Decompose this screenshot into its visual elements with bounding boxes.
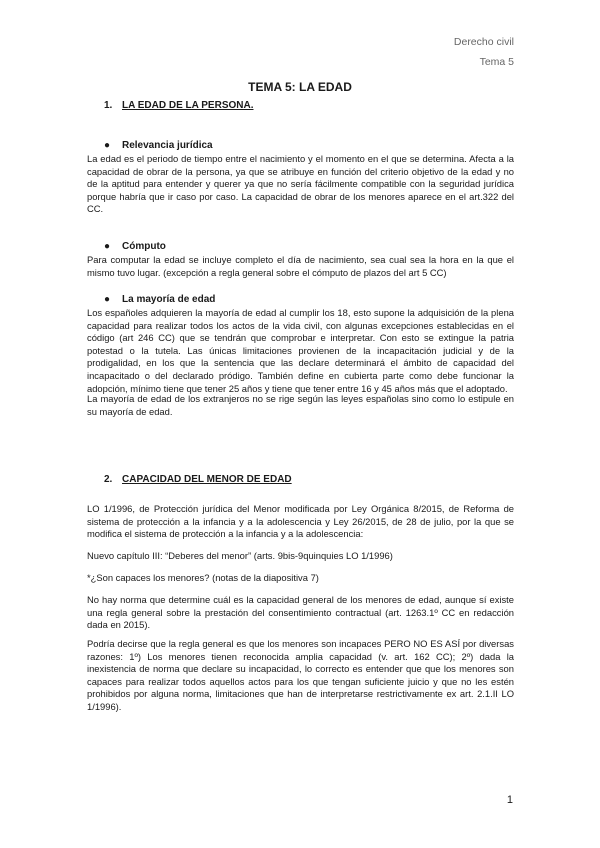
paragraph-son-capaces: *¿Son capaces los menores? (notas de la diapositiva 7) (87, 572, 319, 583)
page-number: 1 (506, 794, 513, 806)
bullet-heading: Cómputo (122, 241, 166, 252)
bullet-heading: Relevancia jurídica (122, 140, 213, 151)
bullet-mayoria (104, 294, 215, 305)
section-1-title: LA EDAD DE LA PERSONA. (122, 100, 254, 111)
paragraph-computo: Para computar la edad se incluye completo el día de nacimiento, sea cual sea la hora en la que el mismo tuvo lugar. (excepción a regla general sobre el cómputo de plazos del art 5 CC) (87, 254, 514, 278)
paragraph-extranjeros: La mayoría de edad de los extranjeros no se rige según las leyes españolas sino como lo estipule en su mayoría de edad. (87, 393, 514, 417)
paragraph-no-hay-norma: No hay norma que determine cuál es la capacidad general de los menores de edad, aunque sí existe una regla general sobre la prestación del consentimiento contractual (art. 1263.1º CC en redacción dada en 2015). (87, 594, 514, 631)
bullet-heading: La mayoría de edad (122, 294, 216, 305)
paragraph-lo-1996: LO 1/1996, de Protección jurídica del Menor modificada por Ley Orgánica 8/2015, de Reforma de sistema de protección a la infancia y a la adolescencia y Ley 26/2015, de 28 de julio, por la que se modifica el sistema de protección a la infancia y a la adolescencia: (87, 503, 514, 540)
document-title: TEMA 5: LA EDAD (248, 80, 352, 94)
bullet-dot-icon: ● (104, 140, 111, 151)
section-2-heading (104, 474, 292, 485)
section-1-number: 1. (104, 100, 113, 111)
bullet-dot-icon: ● (104, 241, 111, 252)
paragraph-relevancia: La edad es el periodo de tiempo entre el nacimiento y el momento en el que se determina. Afecta a la capacidad de obrar de la persona, ya que se atribuye en función del criterio objetivo de la edad y no de la aptitud para entender y querer ya que no sería fácilmente compatible con la seguridad jurídica porque habría que ir caso por caso. La capacidad de obrar de los menores aparece en el art.322 del CC. (87, 153, 514, 215)
paragraph-regla-general: Podría decirse que la regla general es que los menores son incapaces PERO NO ES ASÍ por diversas razones: 1º) Los menores tienen reconocida amplia capacidad (v. art. 162 CC); 2º) dada la inexistencia de norma que declare su incapacidad, lo correcto es entender que que los menores son capaces para realizar todos aquellos actos para los que tengan suficiente juicio y que no les estén prohibidos por alguna norma, limitaciones que han de interpretarse restrictivamente ex art. 2.1.II LO 1/1996). (87, 638, 514, 712)
header-topic: Tema 5 (479, 56, 514, 68)
section-2-number: 2. (104, 474, 113, 485)
paragraph-capitulo-iii: Nuevo capítulo III: “Deberes del menor” (arts. 9bis-9quinquies LO 1/1996) (87, 550, 393, 561)
header-subject: Derecho civil (453, 36, 514, 48)
bullet-computo (104, 241, 166, 252)
paragraph-mayoria: Los españoles adquieren la mayoría de edad al cumplir los 18, esto supone la adquisición de la plena capacidad para realizar todos los actos de la vida civil, con algunas excepciones establecidas en el código (art 246 CC) que se tendrán que comprobar e interpretar. Con esto se extingue la patria potestad o la tutela. Las únicas limitaciones provienen de la incapacitación judicial y de la prodigalidad, en los que la sentencia que las declare determinará el ámbito de capacidad del incapacitado o del declarado pródigo. También define en cubierta parte como debe funcionar la adopción, mínimo tiene que tener 25 años y tiene que tener entre 16 y 45 años más que el adoptado. (87, 307, 514, 394)
bullet-relevancia (104, 140, 213, 151)
bullet-dot-icon: ● (104, 294, 111, 305)
section-1-heading (104, 100, 254, 111)
section-2-title: CAPACIDAD DEL MENOR DE EDAD (122, 474, 292, 485)
